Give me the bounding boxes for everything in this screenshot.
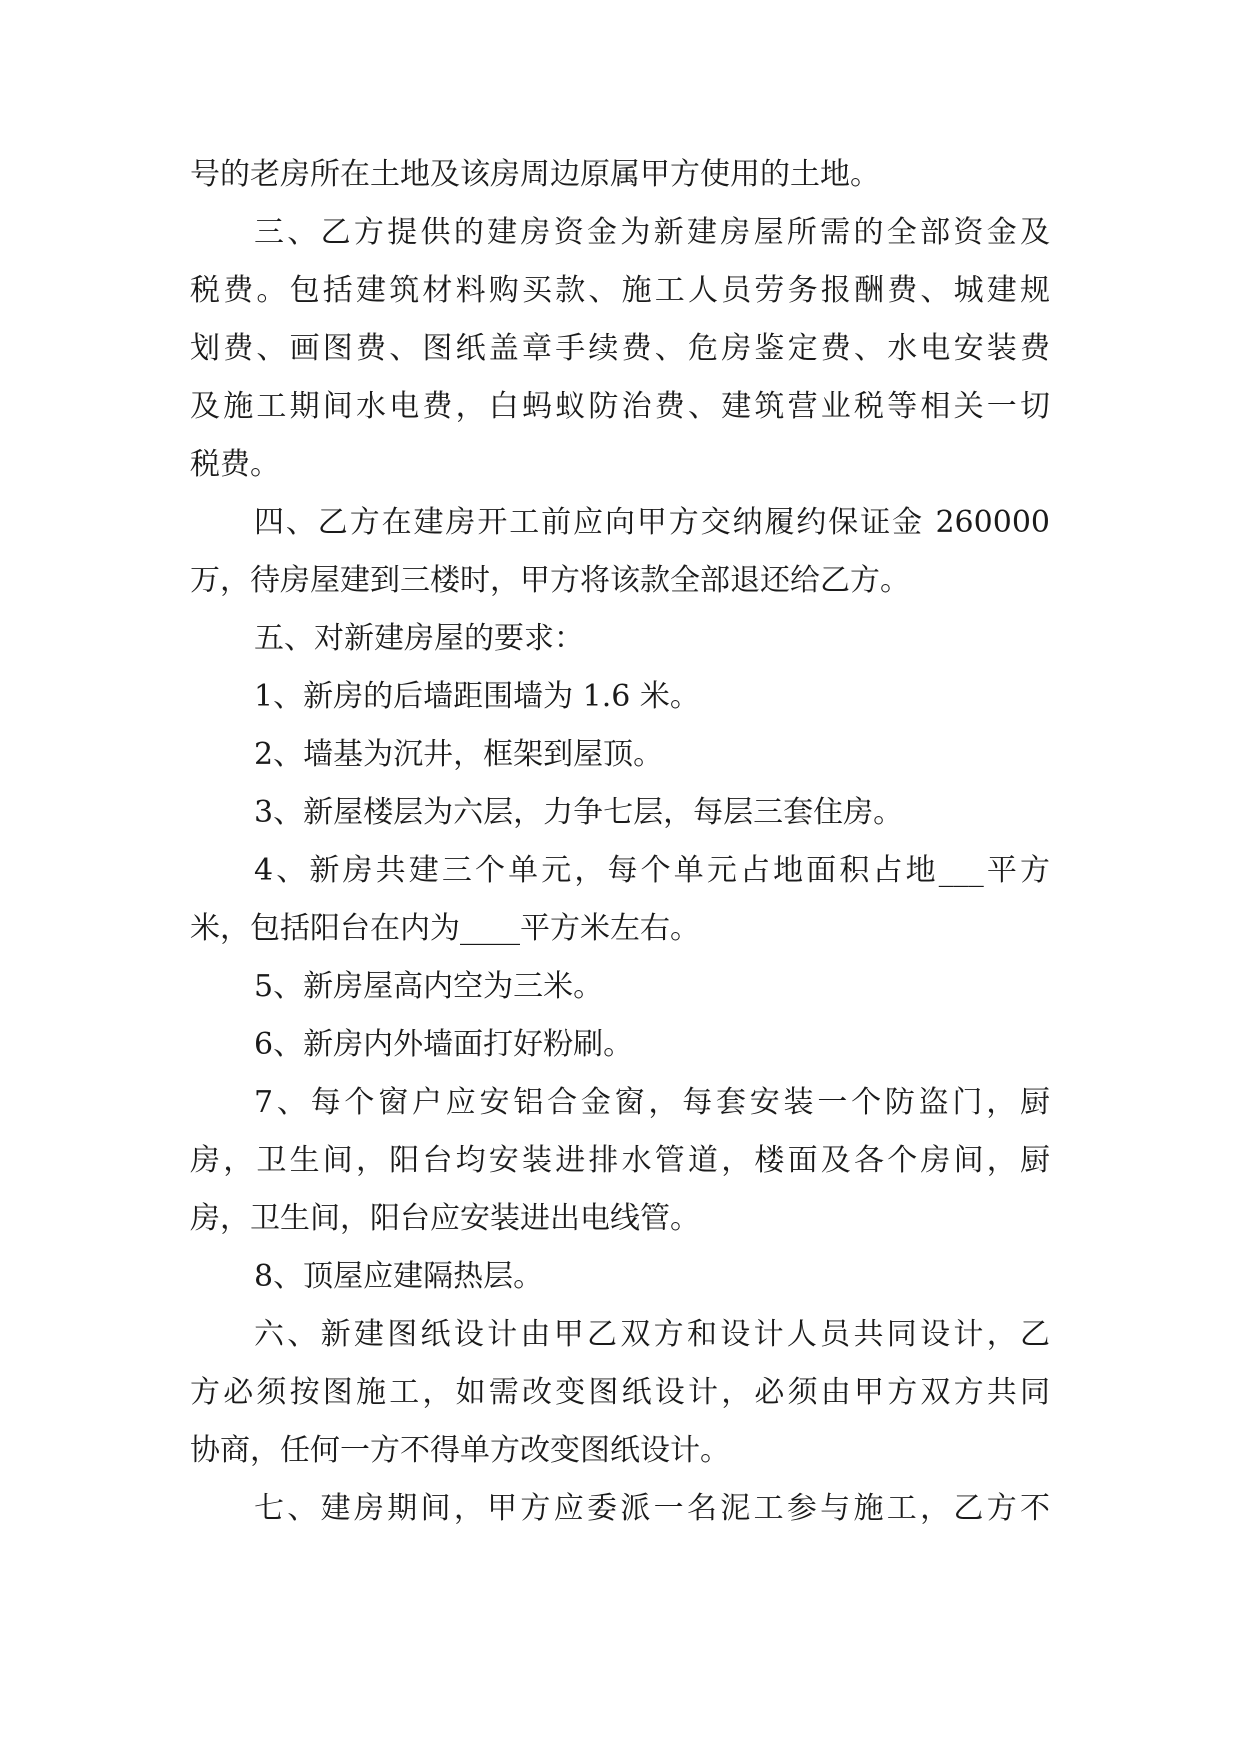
requirement-item: 2、墙基为沉井，框架到屋顶。 — [254, 737, 664, 772]
requirement-item: 6、新房内外墙面打好粉刷。 — [254, 1027, 634, 1062]
paragraph-4-line: 万，待房屋建到三楼时，甲方将该款全部退还给乙方。 — [190, 563, 910, 598]
requirement-item-continued: 房，卫生间，阳台应安装进出电线管。 — [190, 1201, 700, 1236]
requirement-item: 4、新房共建三个单元，每个单元占地面积占地___平方 — [254, 853, 1050, 888]
text-line: 号的老房所在土地及该房周边原属甲方使用的土地。 — [190, 157, 880, 192]
paragraph-3-line: 划费、画图费、图纸盖章手续费、危房鉴定费、水电安装费 — [190, 331, 1050, 366]
paragraph-6-line: 协商，任何一方不得单方改变图纸设计。 — [190, 1433, 730, 1468]
paragraph-3-line: 及施工期间水电费，白蚂蚁防治费、建筑营业税等相关一切 — [190, 389, 1050, 424]
requirement-item: 3、新屋楼层为六层，力争七层，每层三套住房。 — [254, 795, 904, 830]
paragraph-3-line: 三、乙方提供的建房资金为新建房屋所需的全部资金及 — [254, 215, 1050, 250]
paragraph-3-line: 税费。 — [190, 447, 280, 482]
paragraph-7-line: 七、建房期间，甲方应委派一名泥工参与施工，乙方不 — [254, 1491, 1050, 1526]
requirement-item-continued: 房，卫生间，阳台均安装进排水管道，楼面及各个房间，厨 — [190, 1143, 1050, 1178]
requirement-item: 8、顶屋应建隔热层。 — [254, 1259, 544, 1294]
requirement-item-continued: 米，包括阳台在内为____平方米左右。 — [190, 911, 700, 946]
paragraph-3-line: 税费。包括建筑材料购买款、施工人员劳务报酬费、城建规 — [190, 273, 1050, 308]
paragraph-4-line: 四、乙方在建房开工前应向甲方交纳履约保证金 260000 — [254, 505, 1050, 540]
paragraph-5-heading: 五、对新建房屋的要求： — [254, 621, 584, 656]
requirement-item: 5、新房屋高内空为三米。 — [254, 969, 604, 1004]
requirement-item: 1、新房的后墙距围墙为 1.6 米。 — [254, 679, 700, 714]
paragraph-6-line: 六、新建图纸设计由甲乙双方和设计人员共同设计，乙 — [254, 1317, 1050, 1352]
requirement-item: 7、每个窗户应安铝合金窗，每套安装一个防盗门，厨 — [254, 1085, 1050, 1120]
paragraph-6-line: 方必须按图施工，如需改变图纸设计，必须由甲方双方共同 — [190, 1375, 1050, 1410]
